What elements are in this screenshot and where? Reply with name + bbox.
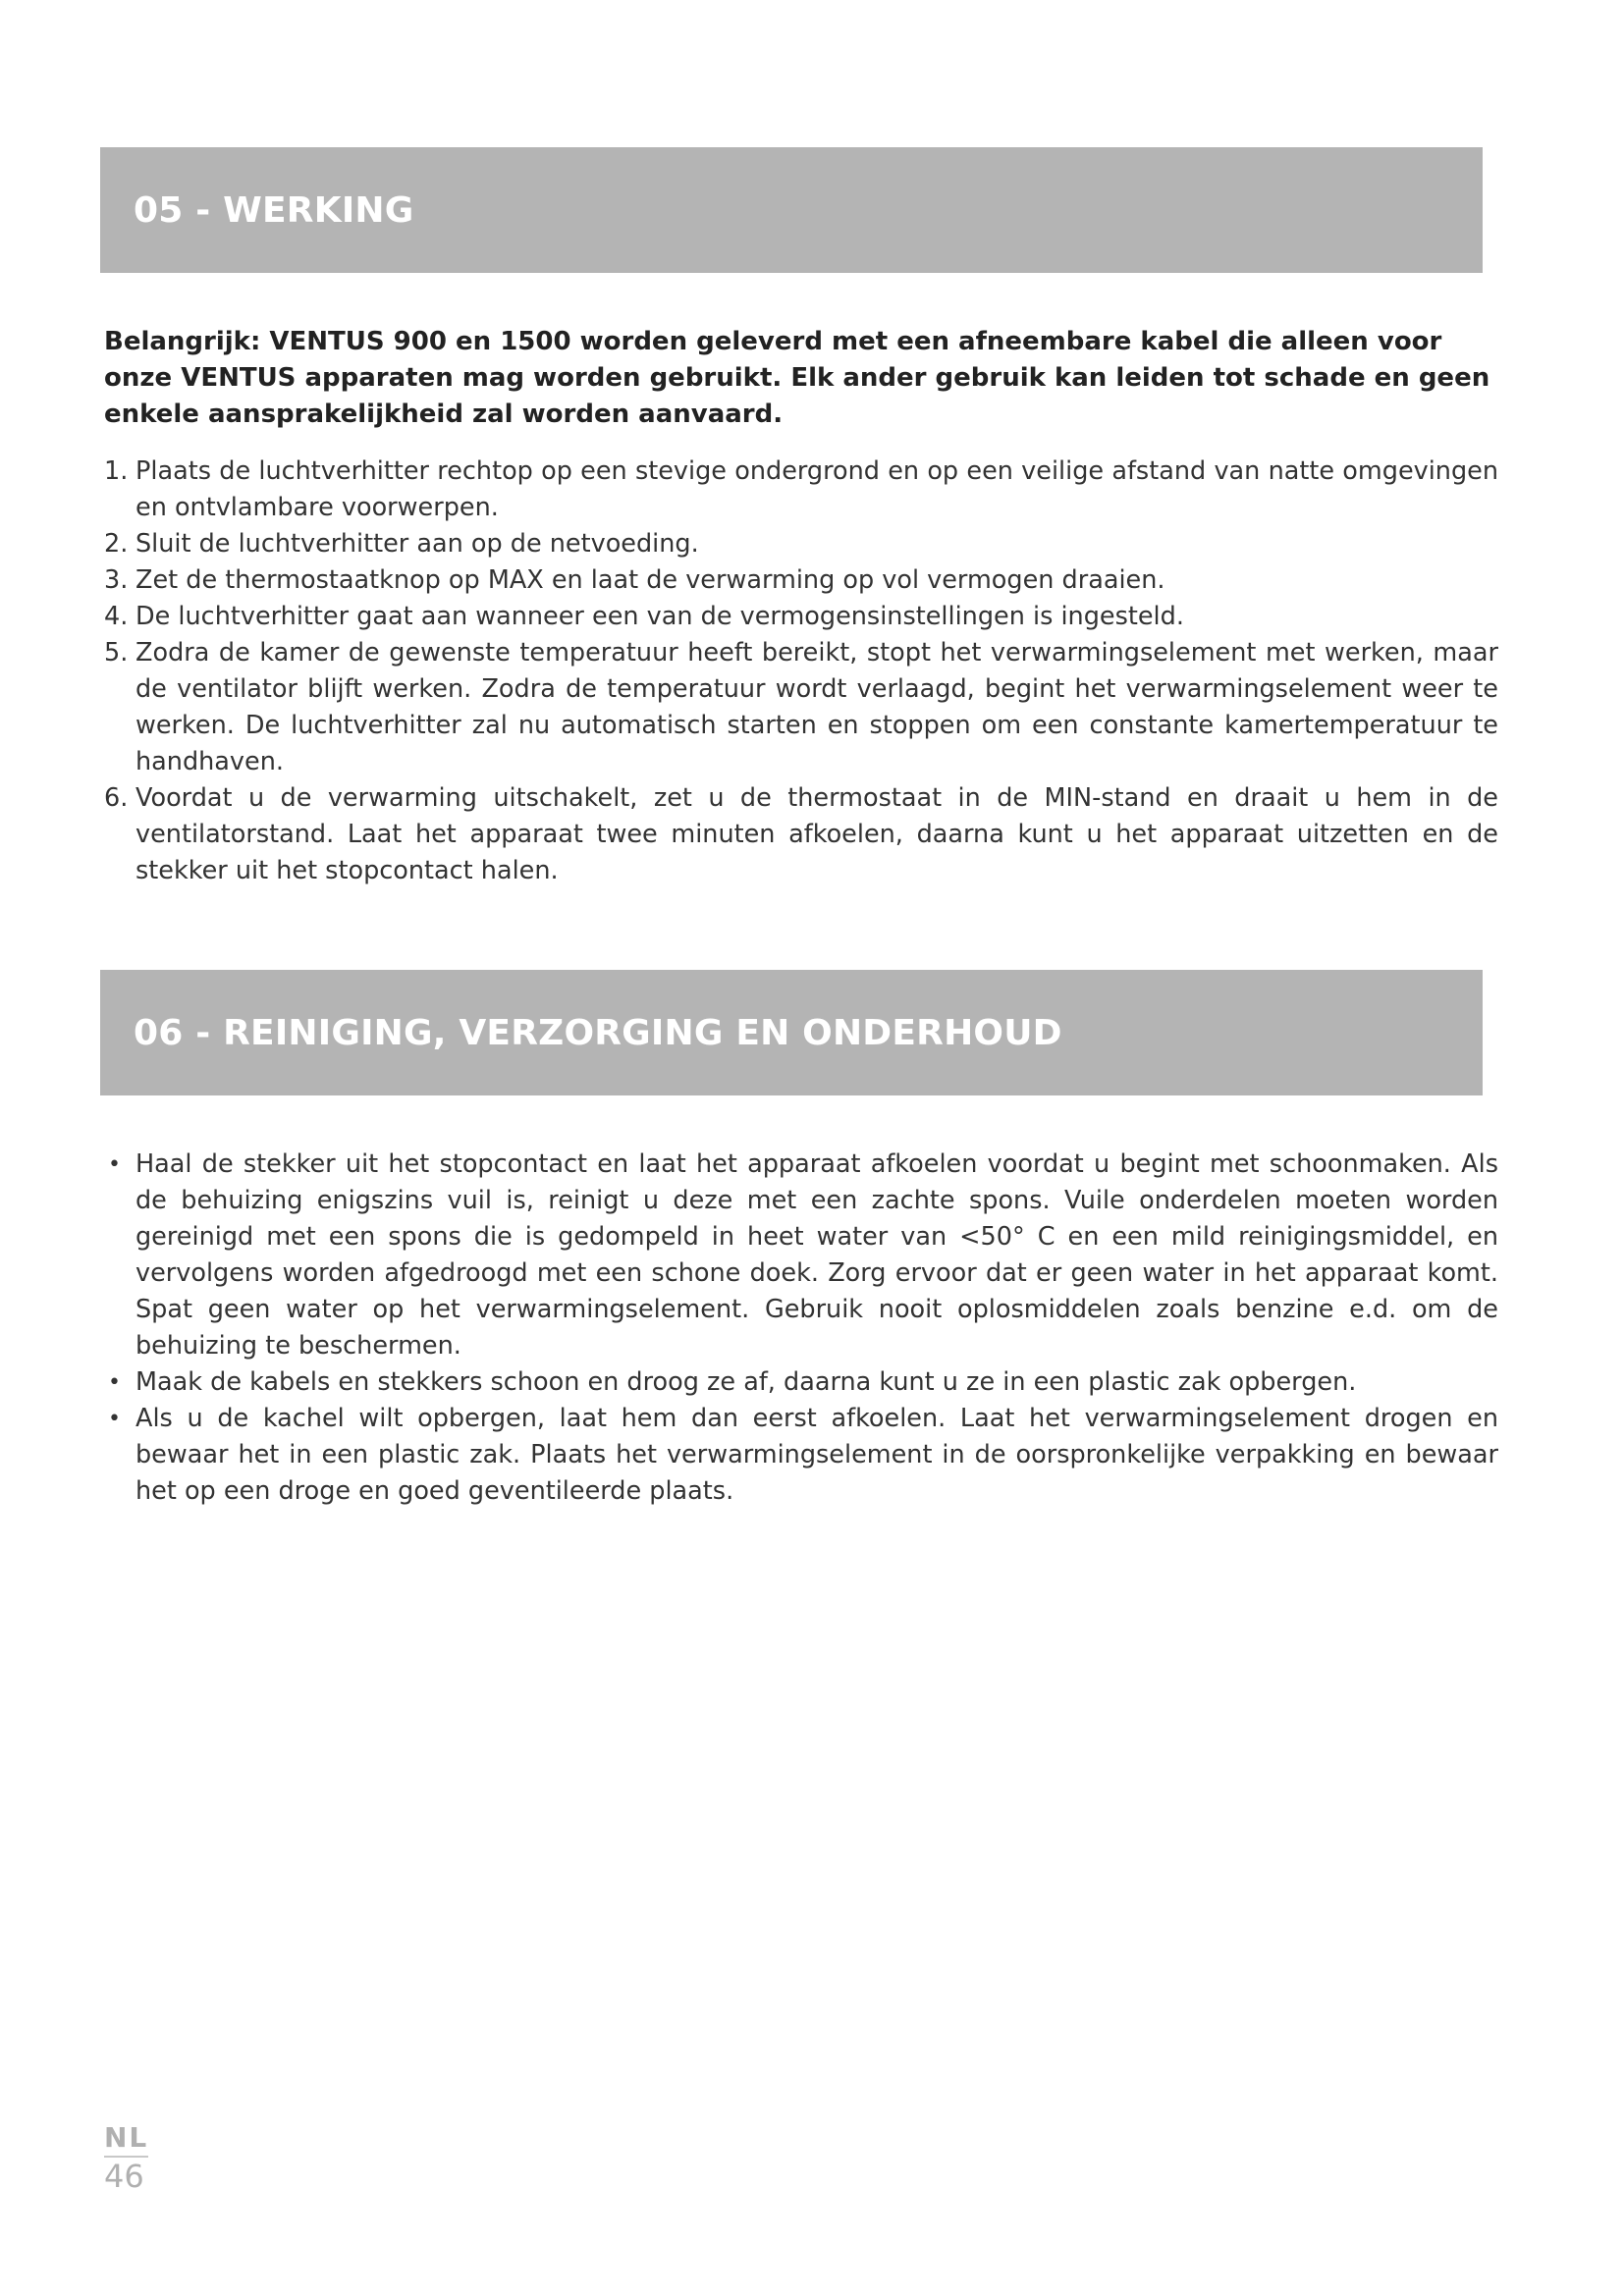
bullet-icon: • [108, 1370, 121, 1395]
step-text: Zet de thermostaatknop op MAX en laat de verwarming op vol vermogen draaien. [135, 565, 1165, 595]
list-item [104, 1147, 1498, 1364]
bullet-icon: • [108, 1407, 121, 1431]
cleaning-bullets-list [104, 1147, 1498, 1510]
step-number: 1. [104, 456, 129, 486]
list-item [104, 635, 1498, 780]
step-number: 3. [104, 565, 129, 595]
bullet-text: Haal de stekker uit het stopcontact en laat het apparaat afkoelen voordat u begint met schoonmaken. Als de behuizing enigszins vuil is, reinigt u deze met een zachte spons. Vuile onderdelen moeten worden gereinigd met een spons die is gedompeld in heet water van <50° C en een mild reinigingsmiddel, en vervolgens worden afgedroogd met een schone doek. Zorg ervoor dat er geen water in het apparaat komt. Spat geen water op het verwarmingselement. Gebruik nooit oplosmiddelen zoals benzine e.d. om de behuizing te beschermen. [135, 1149, 1498, 1361]
list-item [104, 454, 1498, 526]
step-text: Plaats de luchtverhitter rechtop op een stevige ondergrond en op een veilige afstand van natte omgevingen en ontvlambare voorwerpen. [135, 456, 1498, 522]
language-code: NL [104, 2122, 148, 2158]
list-item [104, 526, 1498, 562]
step-number: 5. [104, 638, 129, 667]
step-text: Voordat u de verwarming uitschakelt, zet u de thermostaat in de MIN-stand en draait u hem in de ventilatorstand. Laat het apparaat twee minuten afkoelen, daarna kunt u het apparaat uitzetten en de stekker uit het stopcontact halen. [135, 783, 1498, 885]
operation-steps-list [104, 454, 1498, 889]
bullet-text: Als u de kachel wilt opbergen, laat hem dan eerst afkoelen. Laat het verwarmingselement drogen en bewaar het in een plastic zak. Plaats het verwarmingselement in de oorspronkelijke verpakking en bewaar het op een droge en goed geventileerde plaats. [135, 1404, 1498, 1506]
step-number: 4. [104, 602, 129, 631]
step-number: 6. [104, 783, 129, 813]
list-item [104, 562, 1498, 599]
step-text: Zodra de kamer de gewenste temperatuur heeft bereikt, stopt het verwarmingselement met werken, maar de ventilator blijft werken. Zodra de temperatuur wordt verlaagd, begint het verwarmingselement weer te werken. De luchtverhitter zal nu automatisch starten en stoppen om een constante kamertemperatuur te handhaven. [135, 638, 1498, 776]
section-title: 06 - REINIGING, VERZORGING EN ONDERHOUD [134, 1012, 1062, 1053]
bullet-icon: • [108, 1152, 121, 1177]
step-number: 2. [104, 529, 129, 559]
list-item [104, 1401, 1498, 1510]
page-number: 46 [104, 2158, 144, 2195]
section-header-werking [100, 147, 1483, 273]
bullet-text: Maak de kabels en stekkers schoon en droog ze af, daarna kunt u ze in een plastic zak opbergen. [135, 1367, 1357, 1397]
page-footer [104, 2122, 148, 2195]
step-text: Sluit de luchtverhitter aan op de netvoeding. [135, 529, 699, 559]
list-item [104, 1364, 1498, 1401]
step-text: De luchtverhitter gaat aan wanneer een van de vermogensinstellingen is ingesteld. [135, 602, 1184, 631]
section-header-reiniging [100, 970, 1483, 1095]
section-title: 05 - WERKING [134, 189, 414, 231]
list-item [104, 780, 1498, 889]
important-notice: Belangrijk: VENTUS 900 en 1500 worden geleverd met een afneembare kabel die alleen voor onze VENTUS apparaten mag worden gebruikt. Elk ander gebruik kan leiden tot schade en geen enkele aansprakelijkheid zal worden aanvaard. [104, 327, 1490, 429]
list-item [104, 599, 1498, 635]
